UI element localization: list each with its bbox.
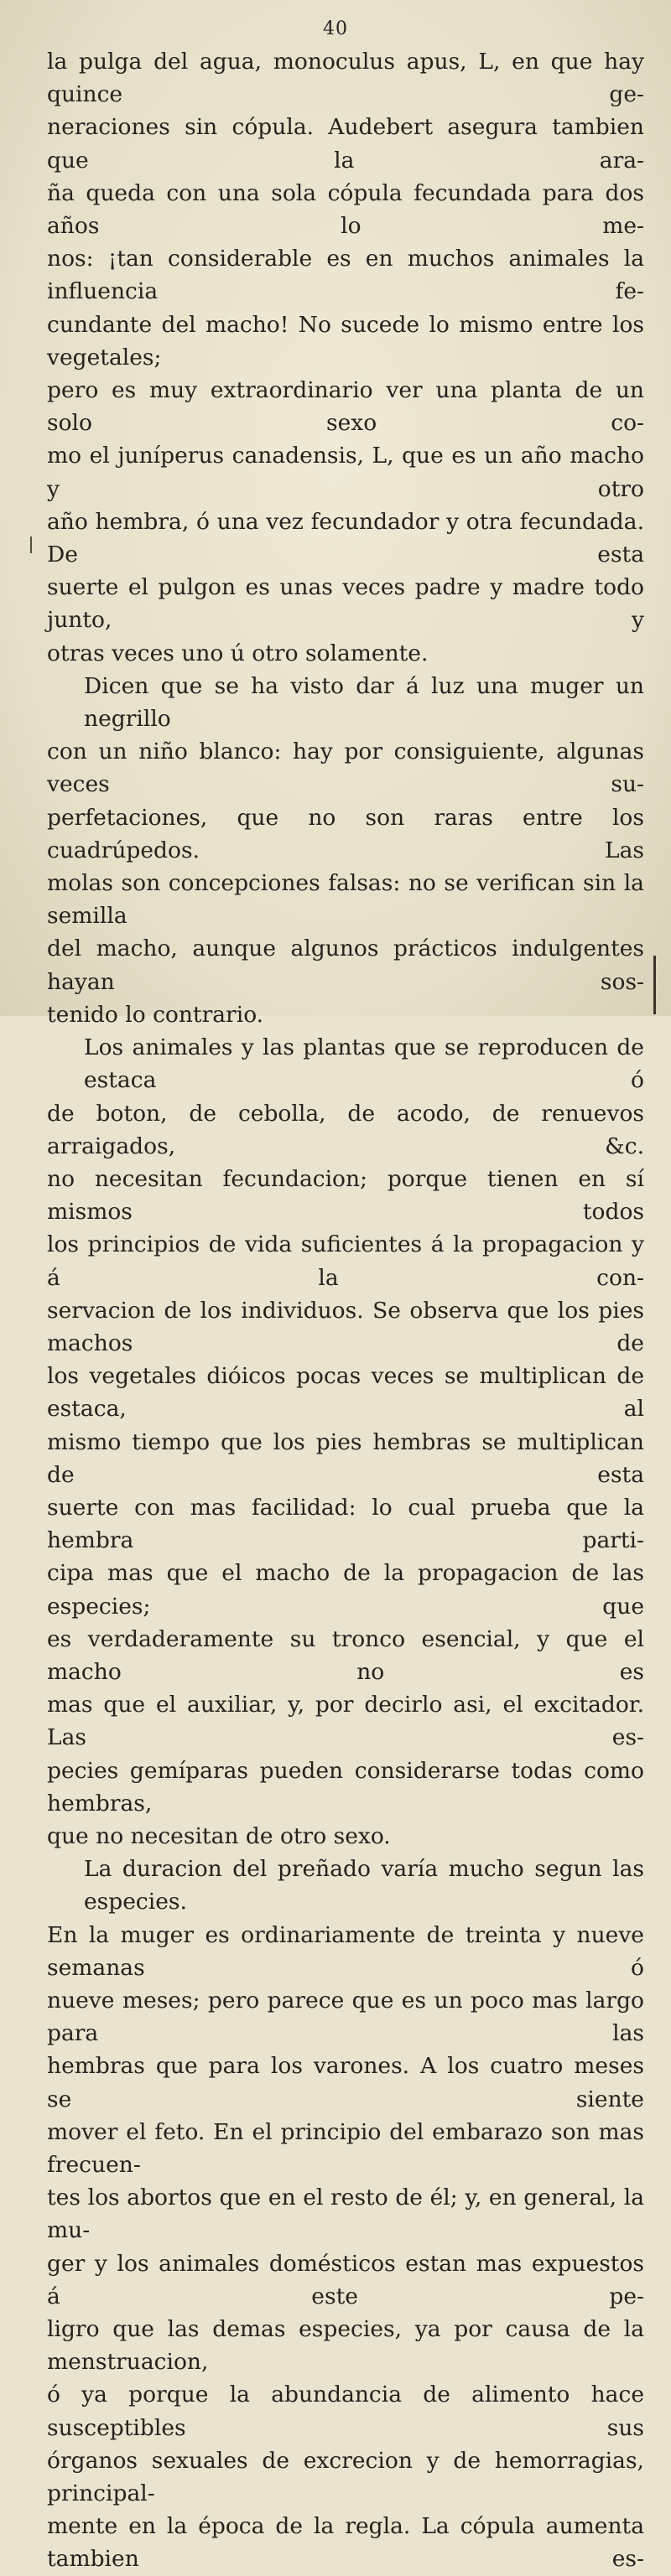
text-line: de boton, de cebolla, de acodo, de renuevos arraigados, &c.: [47, 1100, 644, 1159]
text-line: del macho, aunque algunos prácticos indulgentes hayan sos-: [47, 936, 644, 995]
text-line: ña queda con una sola cópula fecundada para dos años lo me-: [47, 179, 644, 240]
text-line: suerte el pulgon es unas veces padre y madre todo junto, y: [47, 574, 644, 634]
text-line: mover el feto. En el principio del embarazo son mas frecuen-: [47, 2118, 644, 2178]
text-line: órganos sexuales de excrecion y de hemorragias, principal-: [47, 2447, 644, 2507]
text-line: mismo tiempo que los pies hembras se multiplican de esta: [47, 1428, 644, 1488]
text-line: los principios de vida suficientes á la propagacion y á la con-: [47, 1231, 644, 1291]
text-line: mente en la época de la regla. La cópula aumenta tambien es-: [47, 2513, 644, 2573]
text-line: pero es muy extraordinario ver una planta de un solo sexo co-: [47, 377, 644, 437]
text-line: tenido lo contrario.: [47, 1001, 264, 1028]
page-number: 40: [323, 18, 348, 39]
text-line: En la muger es ordinariamente de treinta y nueve semanas ó: [47, 1921, 644, 1981]
text-line: no necesitan fecundacion; porque tienen en sí mismos todos: [47, 1165, 644, 1226]
page-edge-mark: [642, 956, 656, 1014]
text-line: mas que el auxiliar, y, por decirlo asi, el excitador. Las es-: [47, 1692, 644, 1751]
text-line: cundante del macho! No sucede lo mismo entre los vegetales;: [47, 311, 644, 371]
text-line: que no necesitan de otro sexo.: [47, 1822, 391, 1849]
text-line: neraciones sin cópula. Audebert asegura tambien que la ara-: [47, 114, 644, 174]
text-line: La duracion del preñado varía mucho segun las especies.: [84, 1856, 644, 1915]
text-line: molas son concepciones falsas: no se verifican sin la semilla: [47, 870, 644, 930]
text-line: servacion de los individuos. Se observa que los pies machos de: [47, 1297, 644, 1356]
text-line: Los animales y las plantas que se reproducen de estaca ó: [84, 1034, 644, 1094]
text-line: Dicen que se ha visto dar á luz una muger un negrillo: [84, 672, 644, 733]
text-line: es verdaderamente su tronco esencial, y que el macho no es: [47, 1625, 644, 1685]
text-line: cipa mas que el macho de la propagacion de las especies; que: [47, 1560, 644, 1620]
text-line: pecies gemíparas pueden considerarse todas como hembras,: [47, 1757, 644, 1817]
text-line: ó ya porque la abundancia de alimento hace susceptibles sus: [47, 2382, 644, 2441]
text-line: perfetaciones, que no son raras entre los cuadrúpedos. Las: [47, 804, 644, 863]
text-line: año hembra, ó una vez fecundador y otra fecundada. De esta: [47, 508, 644, 568]
text-line: con un niño blanco: hay por consiguiente, algunas veces su-: [47, 739, 644, 798]
text-line: mo el juníperus canadensis, L, que es un año macho y otro: [47, 443, 644, 502]
margin-mark: [30, 536, 32, 553]
text-line: la pulga del agua, monoculus apus, L, en que hay quince ge-: [47, 49, 644, 108]
text-line: ger y los animales domésticos estan mas expuestos á este pe-: [47, 2250, 644, 2309]
page-body-text: [47, 45, 644, 2576]
text-line: los vegetales dióicos pocas veces se multiplican de estaca, al: [47, 1363, 644, 1423]
text-line: otras veces uno ú otro solamente.: [47, 640, 429, 666]
text-line: nos: ¡tan considerable es en muchos animales la influencia fe-: [47, 246, 644, 305]
text-line: tes los abortos que en el resto de él; y, en general, la mu-: [47, 2185, 644, 2244]
text-line: ligro que las demas especies, ya por causa de la menstruacion,: [47, 2316, 644, 2376]
text-line: hembras que para los varones. A los cuatro meses se siente: [47, 2053, 644, 2112]
text-line: suerte con mas facilidad: lo cual prueba que la hembra parti-: [47, 1494, 644, 1554]
text-line: nueve meses; pero parece que es un poco mas largo para las: [47, 1987, 644, 2047]
